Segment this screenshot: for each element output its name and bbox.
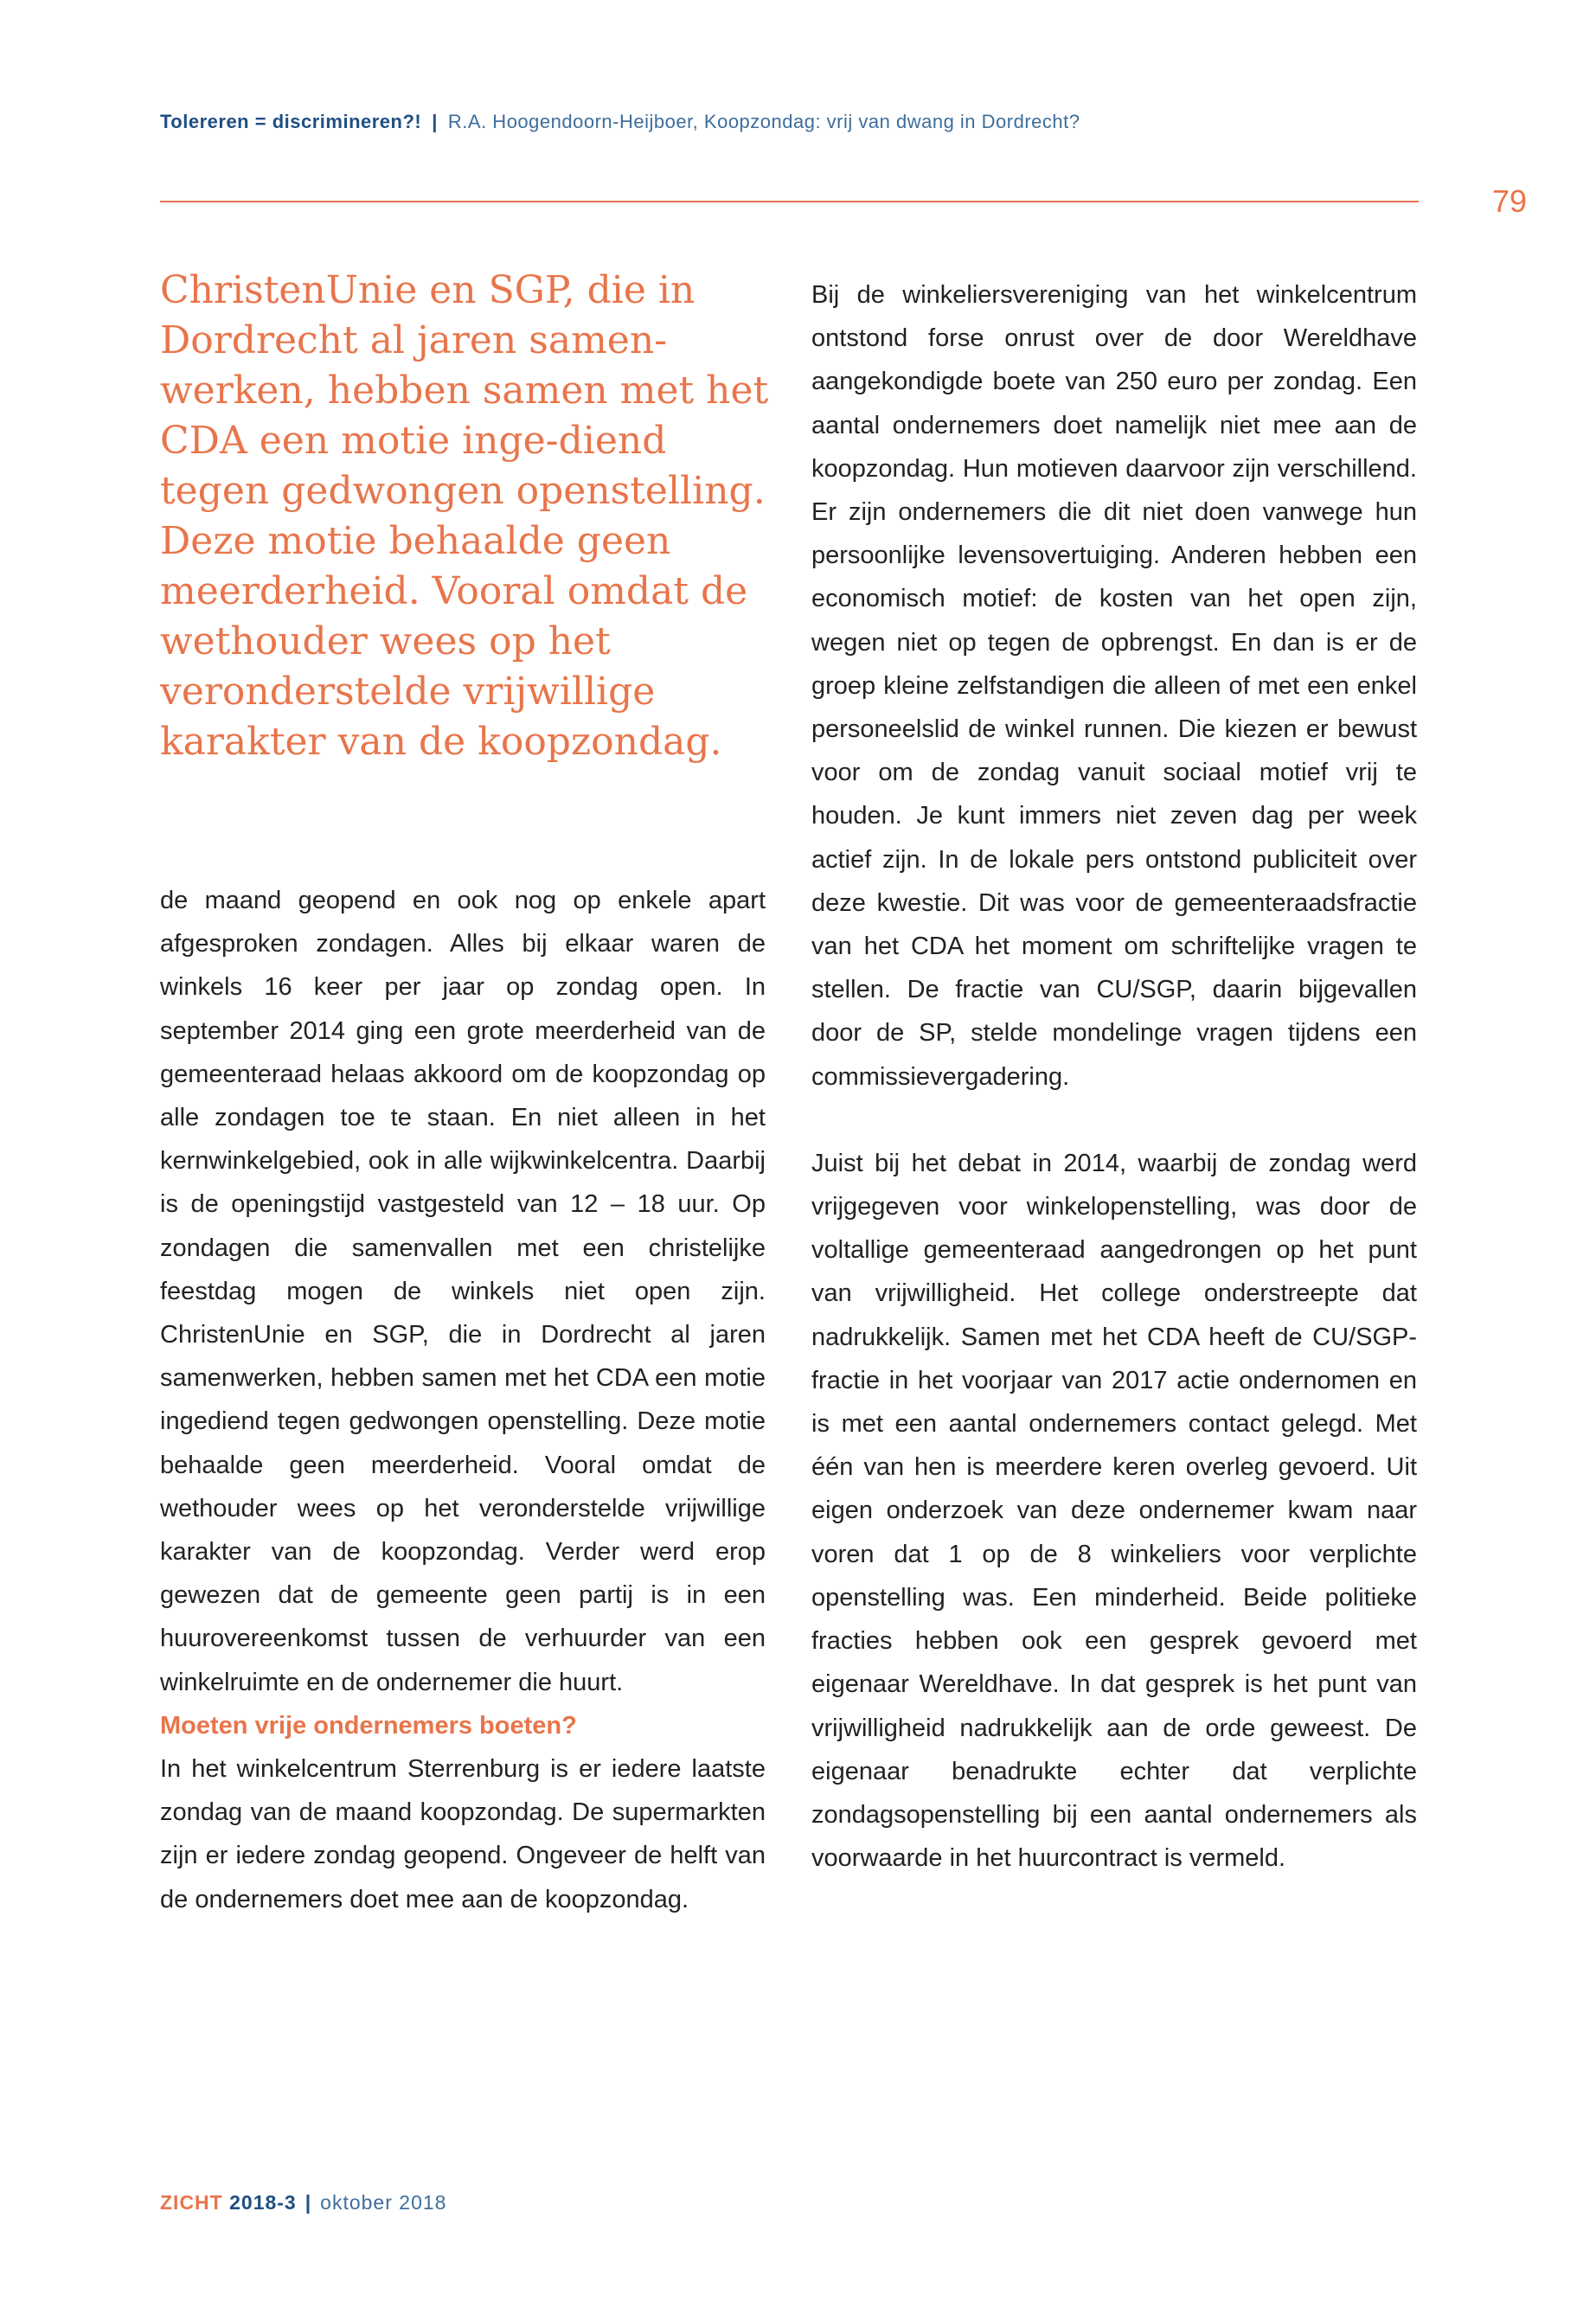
right-column xyxy=(811,273,1417,1880)
footer-separator: | xyxy=(304,2191,312,2214)
right-paragraph-2: Juist bij het debat in 2014, waarbij de zondag werd vrijgegeven voor winkelopenstelling, was door de voltallige gemeenteraad aangedrongen op het punt van vrijwilligheid. Het college onderstreepte dat nadrukkelijk. Samen met het CDA heeft de CU/SGP-fractie in het voorjaar van 2017 actie ondernomen en is met een aantal ondernemers contact gelegd. Met één van hen is meerdere keren overleg gevoerd. Uit eigen onderzoek van deze ondernemer kwam naar voren dat 1 op de 8 winkeliers voor verplichte openstelling was. Een minderheid. Beide politieke fracties hebben ook een gesprek gevoerd met eigenaar Wereldhave. In dat gesprek is het punt van vrijwilligheid nadrukkelijk aan de orde geweest. De eigenaar benadrukte echter dat verplichte zondagsopenstelling bij een aantal ondernemers als voorwaarde in het huurcontract is vermeld. xyxy=(811,1149,1417,1873)
header-separator: | xyxy=(432,111,438,132)
section-subheading: Moeten vrije ondernemers boeten? xyxy=(160,1711,577,1740)
header-series-title: Tolereren = discrimineren?! xyxy=(160,111,422,132)
left-column xyxy=(160,879,766,1921)
right-paragraph-1: Bij de winkeliersvereniging van het winkelcentrum ontstond forse onrust over de door Wereldhave aangekondigde boete van 250 euro per zondag. Een aantal ondernemers doet namelijk niet mee aan de koopzondag. Hun motieven daarvoor zijn verschillend. Er zijn ondernemers die dit niet doen vanwege hun persoonlijke levensovertuiging. Anderen hebben een economisch motief: de kosten van het open zijn, wegen niet op tegen de opbrengst. En dan is er de groep kleine zelfstandigen die alleen of met een enkel personeelslid de winkel runnen. Die kiezen er bewust voor om de zondag vanuit sociaal motief vrij te houden. Je kunt immers niet zeven dag per week actief zijn. In de lokale pers ontstond publiciteit over deze kwestie. Dit was voor de gemeenteraadsfractie van het CDA het moment om schriftelijke vragen te stellen. De fractie van CU/SGP, daarin bijgevallen door de SP, stelde mondelinge vragen tijdens een commissievergadering. xyxy=(811,281,1417,1091)
footer-issue: 2018-3 xyxy=(229,2191,297,2214)
header-article-info: R.A. Hoogendoorn-Heijboer, Koopzondag: vrij van dwang in Dordrecht? xyxy=(447,111,1080,132)
header-divider xyxy=(160,201,1419,202)
page-number: 79 xyxy=(1492,183,1528,219)
pull-quote: ChristenUnie en SGP, die in Dordrecht al jaren samen-werken, hebben samen met het CDA een motie inge-diend tegen gedwongen openstelling. Deze motie behaalde geen meerderheid. Vooral omdat de wethouder wees op het veronderstelde vrijwillige karakter van de koopzondag. xyxy=(160,268,769,764)
running-footer xyxy=(160,2191,446,2214)
footer-magazine-name: ZICHT xyxy=(160,2191,223,2214)
footer-date: oktober 2018 xyxy=(320,2191,447,2214)
running-header xyxy=(160,111,1080,133)
left-paragraph-1: de maand geopend en ook nog op enkele apart afgesproken zondagen. Alles bij elkaar waren de winkels 16 keer per jaar op zondag open. In september 2014 ging een grote meerderheid van de gemeenteraad helaas akkoord om de koopzondag op alle zondagen toe te staan. En niet alleen in het kernwinkelgebied, ook in alle wijkwinkelcentra. Daarbij is de openingstijd vastgesteld van 12 – 18 uur. Op zondagen die samenvallen met een christelijke feestdag mogen de winkels niet open zijn. ChristenUnie en SGP, die in Dordrecht al jaren samenwerken, hebben samen met het CDA een motie ingediend tegen gedwongen openstelling. Deze motie behaalde geen meerderheid. Vooral omdat de wethouder wees op het veronderstelde vrijwillige karakter van de koopzondag. Verder werd erop gewezen dat de gemeente geen partij is in een huurovereenkomst tussen de verhuurder van een winkelruimte en de ondernemer die huurt. xyxy=(160,887,766,1696)
left-paragraph-2: In het winkelcentrum Sterrenburg is er iedere laatste zondag van de maand koopzondag. De supermarkten zijn er iedere zondag geopend. Ongeveer de helft van de ondernemers doet mee aan de koopzondag. xyxy=(160,1755,766,1913)
paragraph-gap xyxy=(811,1099,1417,1142)
